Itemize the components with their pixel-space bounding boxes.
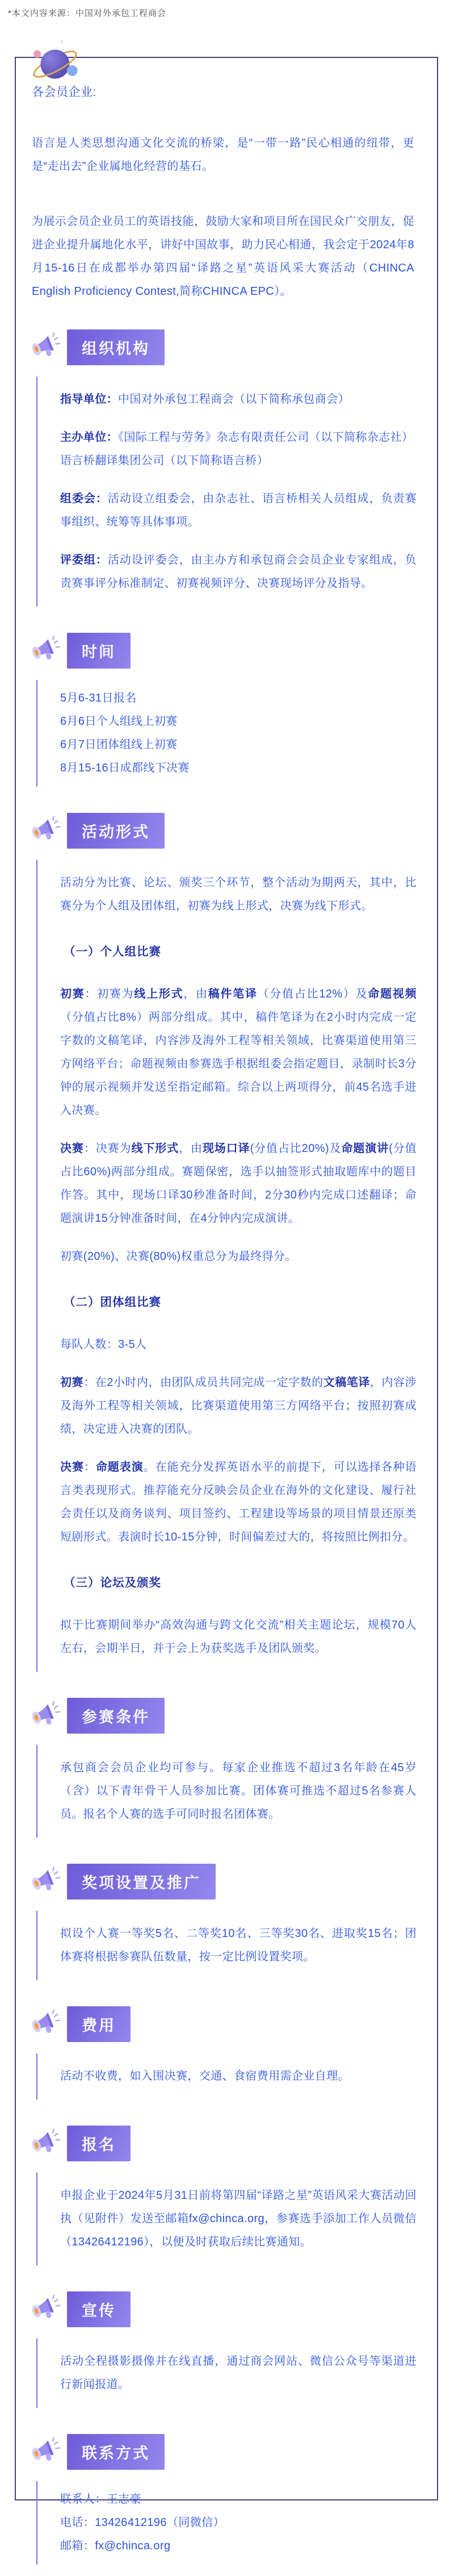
schedule-line: 6月6日个人组线上初赛 <box>60 715 178 728</box>
paragraph <box>60 871 417 918</box>
paragraph <box>60 1245 417 1268</box>
body-text: 申报企业于2024年5月31日前将第四届“译路之星”英语风采大赛活动回执（见附件）发送至邮箱fx@chinca.org，参赛选手添加工作人员微信（13426412196），以便及时获取后续比赛通知。 <box>60 2189 417 2248</box>
paragraph <box>60 1614 417 1660</box>
intro-paragraph-1: 语言是人类思想沟通文化交流的桥梁，是“一带一路”民心相通的纽带，更是“走出去”企业属地化经营的基石。 <box>32 137 414 173</box>
section-content-publicity <box>36 2339 417 2408</box>
emphasis-text: 初赛 <box>60 988 85 1000</box>
paragraph <box>60 549 417 595</box>
section-eligibility <box>30 1698 417 1838</box>
paragraph <box>60 2184 417 2254</box>
paragraph <box>60 1922 417 1969</box>
paragraph <box>60 983 417 1122</box>
section-badge-organization: 组织机构 <box>67 329 165 365</box>
body-text: (分值占比60%)两部分组成。赛题保密，选手以抽签形式抽取题库中的题目作答。其中，现场口译30秒准备时间，2分30秒内完成口述翻译；命题演讲15分钟准备时间，在4分钟内完成演讲。 <box>60 1142 417 1225</box>
body-text: （分值占比12%）及 <box>257 988 368 1000</box>
section-format <box>30 813 417 1672</box>
emphasis-text: 组委会： <box>60 492 108 505</box>
section-header-publicity <box>30 2291 417 2327</box>
emphasis-text: 稿件笔译 <box>208 988 258 1000</box>
section-badge-awards: 奖项设置及推广 <box>67 1864 216 1899</box>
paragraph <box>60 2350 417 2397</box>
section-awards <box>30 1864 417 1980</box>
emphasis-text: 文稿笔译 <box>323 1376 370 1389</box>
body-text: 活动设立组委会，由杂志社、语言桥相关人员组成，负责赛事组织、统筹等具体事项。 <box>60 492 417 528</box>
section-badge-publicity: 宣传 <box>67 2291 131 2327</box>
paragraph <box>60 1756 417 1826</box>
section-header-organization <box>30 329 417 365</box>
section-publicity <box>30 2291 417 2408</box>
emphasis-text: 指导单位： <box>60 393 118 406</box>
emphasis-text: 初赛 <box>60 1376 84 1389</box>
megaphone-icon <box>30 635 61 667</box>
card-inner <box>16 58 437 2576</box>
section-registration <box>30 2126 417 2265</box>
section-header-registration <box>30 2126 417 2161</box>
section-content-eligibility <box>36 1745 417 1838</box>
schedule-line: 8月15-16日成都线下决赛 <box>60 762 190 774</box>
contact-line: 邮箱：fx@chinca.org <box>60 2540 171 2552</box>
body-text: 。在能充分发挥英语水平的前提下，可以选择各种语言类表现形式。推荐能充分反映会员企业在海外的文化建设、履行社会责任以及商务谈判、项目签约、工程建设等场景的项目情景还原类短剧形式。表演时长10-15分钟，时间偏差过大的，将按照比例扣分。 <box>60 1461 417 1543</box>
section-organization <box>30 329 417 607</box>
section-content-awards <box>36 1911 417 1980</box>
body-text: 活动设评委会，由主办方和承包商会会员企业专家组成，负责赛事评分标准制定、初赛视频评分、决赛现场评分及指导。 <box>60 554 417 590</box>
megaphone-icon <box>30 2009 61 2040</box>
body-text: ，由 <box>183 988 208 1000</box>
emphasis-text: 评委组： <box>60 554 108 566</box>
emphasis-text: 决赛 <box>60 1461 84 1473</box>
megaphone-icon <box>30 1866 61 1898</box>
body-text: 拟于比赛期间举办“高效沟通与跨文化交流”相关主题论坛，规模70人左右，会期半日，并于会上为获奖选手及团队颁奖。 <box>60 1619 417 1655</box>
section-badge-contact: 联系方式 <box>67 2434 165 2470</box>
emphasis-text: 命题视频 <box>368 988 417 1000</box>
body-text: 每队人数：3-5人 <box>60 1338 147 1351</box>
emphasis-text: 现场口译 <box>202 1142 250 1155</box>
paragraph <box>60 426 417 473</box>
paragraph <box>60 487 417 534</box>
emphasis-text: 决赛 <box>60 1142 84 1155</box>
body-text: 拟设个人赛一等奖5名、二等奖10名、三等奖30名、进取奖15名；团体赛将根据参赛队伍数量，按一定比例设置奖项。 <box>60 1927 417 1963</box>
section-fees <box>30 2006 417 2099</box>
section-badge-schedule: 时间 <box>67 633 131 669</box>
body-text: 活动全程摄影摄像并在线直播，通过商会网站、微信公众号等渠道进行新闻报道。 <box>60 2355 417 2391</box>
sections <box>30 329 417 2565</box>
body-text: 中国对外承包工程商会（以下简称承包商会） <box>118 393 350 406</box>
salutation: 各会员企业: <box>32 86 96 99</box>
paragraph <box>60 388 417 411</box>
paragraph <box>60 1456 417 1549</box>
emphasis-text: 命题演讲 <box>341 1142 389 1155</box>
paragraph <box>60 2065 417 2088</box>
body-text: 承包商会会员企业均可参与。每家企业推选不超过3名年龄在45岁（含）以下青年骨干人员参加比赛。团体赛可推选不超过5名参赛人员。报名个人赛的选手可同时报名团体赛。 <box>60 1761 417 1821</box>
section-header-schedule <box>30 633 417 669</box>
megaphone-icon <box>30 2294 61 2326</box>
megaphone-icon <box>30 1700 61 1732</box>
paragraph <box>60 1371 417 1441</box>
section-content-fees <box>36 2053 417 2099</box>
emphasis-text: 线上形式 <box>134 988 184 1000</box>
sub-heading: （三）论坛及颁奖 <box>64 1576 161 1589</box>
megaphone-icon <box>30 815 61 847</box>
paragraph <box>60 1137 417 1230</box>
section-badge-eligibility: 参赛条件 <box>67 1698 165 1734</box>
contact-line: 联系人：王志豪 <box>60 2493 141 2506</box>
section-badge-registration: 报名 <box>67 2126 131 2161</box>
body-text: 《国际工程与劳务》杂志有限责任公司（以下简称杂志社） <box>118 431 414 444</box>
section-content-schedule <box>36 680 417 787</box>
section-schedule <box>30 633 417 787</box>
emphasis-text: 主办单位： <box>60 431 118 444</box>
section-badge-fees: 费用 <box>67 2006 131 2042</box>
emphasis-text: 线下形式 <box>131 1142 179 1155</box>
section-header-contact <box>30 2434 417 2470</box>
section-header-format <box>30 813 417 849</box>
body-text: ：决赛为 <box>83 1142 132 1155</box>
body-text: （分值占比8%）两部分组成。其中，稿件笔译为在2小时内完成一定字数的文稿笔译，内容涉及海外工程等相关领域，比赛渠道使用第三方网络平台；命题视频由参赛选手根据组委会指定题目，录制时长3分钟的展示视频并发送至指定邮箱。综合以上两项得分，前45名选手进入决赛。 <box>60 1011 417 1117</box>
section-contact <box>30 2434 417 2565</box>
paragraph <box>60 1333 417 1356</box>
megaphone-icon <box>30 2128 61 2160</box>
schedule-line: 5月6-31日报名 <box>60 692 137 704</box>
source-note: *本文内容来源：中国对外承包工程商会 <box>8 9 166 18</box>
section-content-contact <box>36 2481 417 2565</box>
body-text: 初赛(20%)、决赛(80%)权重总分为最终得分。 <box>60 1250 297 1263</box>
body-text: 活动分为比赛、论坛、颁奖三个环节，整个活动为期两天，其中，比赛分为个人组及团体组，初赛为线上形式，决赛为线下形式。 <box>60 876 417 912</box>
body-text: ，由 <box>179 1142 203 1155</box>
section-badge-format: 活动形式 <box>67 813 165 849</box>
section-content-format <box>36 860 417 1672</box>
section-header-awards <box>30 1864 417 1899</box>
body-text: (分值占比20%)及 <box>250 1142 342 1155</box>
emphasis-text: 命题表演 <box>95 1461 144 1473</box>
section-header-eligibility <box>30 1698 417 1734</box>
sub-heading: （二）团体组比赛 <box>64 1296 161 1309</box>
body-text: ： <box>83 1461 96 1473</box>
sub-heading: （一）个人组比赛 <box>64 945 161 958</box>
contact-line: 电话：13426412196（同微信） <box>60 2516 225 2529</box>
section-header-fees <box>30 2006 417 2042</box>
body-text: ：初赛为 <box>85 988 134 1000</box>
schedule-line: 6月7日团体组线上初赛 <box>60 738 178 751</box>
body-text: ：在2小时内，由团队成员共同完成一定字数的 <box>83 1376 323 1389</box>
megaphone-icon <box>30 332 61 364</box>
body-text: 活动不收费，如入围决赛，交通、食宿费用需企业自理。 <box>60 2070 350 2082</box>
body-text: ，内容涉及海外工程等相关领域，比赛渠道使用第三方网络平台；按照初赛成绩，决定进入决赛的团队。 <box>60 1376 417 1435</box>
content-card <box>15 57 438 2552</box>
intro-paragraph-2: 为展示会员企业员工的英语技能，鼓励大家和项目所在国民众广交朋友，促进企业提升属地化水平，讲好中国故事，助力民心相通，我会定于2024年8月15-16日在成都举办第四届“译路之星”英语风采大赛活动（CHINCA English Proficiency Contest,简称CHINCA EPC）。 <box>32 215 414 298</box>
megaphone-icon <box>30 2436 61 2468</box>
body-text: 语言桥翻译集团公司（以下简称语言桥） <box>60 454 269 467</box>
section-content-registration <box>36 2173 417 2265</box>
section-content-organization <box>36 377 417 607</box>
